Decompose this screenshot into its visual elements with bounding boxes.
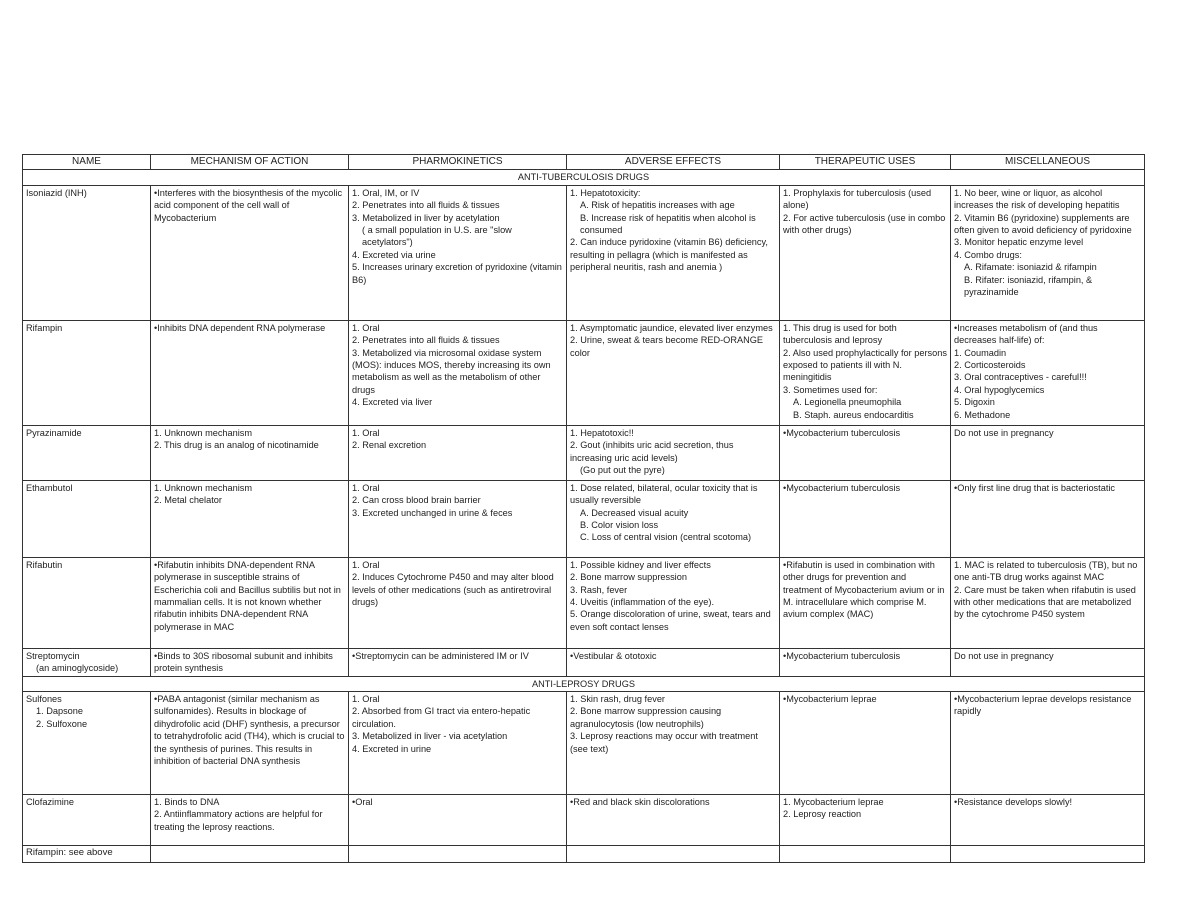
cell-line: 1. Possible kidney and liver effects — [570, 559, 711, 570]
cell-line: 2. Vitamin B6 (pyridoxine) supplements are often given to avoid deficiency of pyridoxine — [954, 212, 1132, 236]
cell-line: •Red and black skin discolorations — [570, 797, 710, 808]
section-title-tb: ANTI-TUBERCULOSIS DRUGS — [23, 170, 1145, 185]
cell-line: 3. Metabolized via microsomal oxidase system (MOS): induces MOS, thereby increasing its own metabolism as well as the metabolism of other drugs — [352, 347, 551, 395]
cell-mechanism — [151, 320, 349, 425]
cell-line: 1. Unknown mechanism — [154, 427, 253, 438]
footer-row — [23, 846, 1145, 863]
cell-adverse — [567, 320, 780, 425]
cell-line: 2. For active tuberculosis (use in combo with other drugs) — [783, 212, 946, 236]
cell-name — [23, 795, 151, 846]
cell-line: 2. Care must be taken when rifabutin is used with other medications that are metabolized by the cytochrome P450 system — [954, 584, 1136, 620]
cell-line: 1. Dose related, bilateral, ocular toxicity that is usually reversible — [570, 482, 758, 506]
cell-uses — [780, 425, 951, 480]
cell-uses — [780, 795, 951, 846]
cell-line: A. Rifamate: isoniazid & rifampin — [964, 262, 1097, 273]
drug-name-line: Rifampin — [26, 322, 63, 333]
drug-name-line: 2. Sulfoxone — [36, 718, 88, 729]
footer-empty-cell — [151, 846, 349, 863]
footer-empty-cell — [567, 846, 780, 863]
drug-name-line: Sulfones — [26, 694, 62, 705]
cell-line: 4. Oral hypoglycemics — [954, 384, 1045, 395]
cell-line: 2. Metal chelator — [154, 495, 222, 506]
cell-line: Do not use in pregnancy — [954, 427, 1054, 438]
cell-line: 1. Oral — [352, 427, 380, 438]
cell-line: •Inhibits DNA dependent RNA polymerase — [154, 322, 326, 333]
section-row-leprosy — [23, 676, 1145, 691]
drug-name-line: Streptomycin — [26, 650, 80, 661]
cell-line: 3. Metabolized in liver - via acetylation — [352, 731, 508, 742]
cell-line: •Mycobacterium tuberculosis — [783, 427, 901, 438]
cell-line: 2. Bone marrow suppression causing agranulocytosis (low neutrophils) — [570, 706, 722, 729]
cell-line: 2. Also used prophylactically for persons exposed to patients ill with N. meningitidis — [783, 347, 947, 383]
cell-line: 1. Skin rash, drug fever — [570, 694, 665, 705]
cell-line: 1. Coumadin — [954, 347, 1007, 358]
cell-name — [23, 692, 151, 795]
drug-row — [23, 648, 1145, 676]
cell-line: 2. Penetrates into all fluids & tissues — [352, 200, 500, 211]
cell-uses — [780, 557, 951, 648]
cell-line: 1. Hepatotoxicity: — [570, 187, 641, 198]
cell-line: 2. Bone marrow suppression — [570, 572, 687, 583]
cell-line: 1. Asymptomatic jaundice, elevated liver enzymes — [570, 322, 773, 333]
cell-line: (Go put out the pyre) — [580, 465, 665, 476]
cell-uses — [780, 648, 951, 676]
cell-line: 2. Can cross blood brain barrier — [352, 495, 481, 506]
drug-name-line: Pyrazinamide — [26, 427, 82, 438]
cell-line: B. Rifater: isoniazid, rifampin, & pyrazinamide — [964, 274, 1093, 298]
cell-line: 2. Renal excretion — [352, 440, 427, 451]
cell-line: •Vestibular & ototoxic — [570, 650, 657, 661]
drug-name-line: (an aminoglycoside) — [36, 663, 119, 674]
header-therapeutic-uses: THERAPEUTIC USES — [780, 155, 951, 170]
cell-line: C. Loss of central vision (central scotoma) — [580, 532, 752, 543]
cell-misc — [951, 557, 1145, 648]
cell-line: 3. Excreted unchanged in urine & feces — [352, 507, 513, 518]
cell-line: 1. Oral, IM, or IV — [352, 187, 420, 198]
cell-line: 2. Absorbed from GI tract via entero-hepatic circulation. — [352, 706, 531, 729]
cell-line: 1. Prophylaxis for tuberculosis (used alone) — [783, 187, 932, 211]
cell-adverse — [567, 692, 780, 795]
cell-mechanism — [151, 692, 349, 795]
cell-line: 5. Orange discoloration of urine, sweat, tears and even soft contact lenses — [570, 609, 771, 632]
cell-line: •Streptomycin can be administered IM or IV — [352, 650, 529, 661]
cell-line: •Only first line drug that is bacteriostatic — [954, 482, 1116, 493]
cell-line: 4. Excreted via liver — [352, 397, 433, 408]
cell-adverse — [567, 557, 780, 648]
cell-line: 3. Rash, fever — [570, 584, 628, 595]
section-title-leprosy: ANTI-LEPROSY DRUGS — [23, 676, 1145, 691]
cell-pk — [349, 185, 567, 320]
cell-pk — [349, 648, 567, 676]
cell-line: 1. Oral — [352, 482, 380, 493]
header-row — [23, 155, 1145, 170]
drug-name-line: Rifabutin — [26, 559, 63, 570]
cell-line: 1. Hepatotoxic!! — [570, 427, 634, 438]
cell-line: B. Color vision loss — [580, 520, 659, 531]
cell-uses — [780, 185, 951, 320]
cell-line: 1. Oral — [352, 559, 380, 570]
cell-pk — [349, 480, 567, 557]
drug-name-line: Clofazimine — [26, 797, 74, 808]
cell-line: ( a small population in U.S. are "slow acetylators") — [362, 225, 512, 248]
cell-misc — [951, 320, 1145, 425]
cell-line: 1. Binds to DNA — [154, 797, 220, 808]
cell-uses — [780, 480, 951, 557]
cell-line: 1. Oral — [352, 322, 380, 333]
cell-line: 1. MAC is related to tuberculosis (TB), but no one anti-TB drug works against MAC — [954, 559, 1138, 583]
cell-adverse — [567, 795, 780, 846]
cell-mechanism — [151, 425, 349, 480]
cell-misc — [951, 648, 1145, 676]
cell-name — [23, 185, 151, 320]
cell-adverse — [567, 185, 780, 320]
cell-line: 2. Leprosy reaction — [783, 809, 862, 820]
cell-line: •Mycobacterium tuberculosis — [783, 650, 901, 661]
cell-line: 4. Uveitis (inflammation of the eye). — [570, 597, 714, 608]
cell-line: 1. Unknown mechanism — [154, 482, 253, 493]
cell-line: •Resistance develops slowly! — [954, 797, 1073, 808]
cell-line: A. Risk of hepatitis increases with age — [580, 200, 735, 211]
cell-line: •PABA antagonist (similar mechanism as sulfonamides). Results in blockage of dihydrofolic acid (DHF) synthesis, a precursor to tetrahydrofolic acid (TH4), which is crucial to the synthesis of purines. This results in inhibition of bacterial DNA synthesis — [154, 694, 345, 767]
cell-line: 2. Antiinflammatory actions are helpful for treating the leprosy reactions. — [154, 809, 323, 832]
drug-table — [22, 154, 1145, 863]
cell-line: A. Legionella pneumophila — [793, 397, 902, 408]
cell-mechanism — [151, 480, 349, 557]
header-mechanism: MECHANISM OF ACTION — [151, 155, 349, 170]
drug-row — [23, 795, 1145, 846]
drug-row — [23, 480, 1145, 557]
drug-row — [23, 185, 1145, 320]
footer-note: Rifampin: see above — [23, 846, 151, 863]
cell-name — [23, 648, 151, 676]
cell-uses — [780, 692, 951, 795]
cell-pk — [349, 692, 567, 795]
cell-line: 1. Mycobacterium leprae — [783, 797, 884, 808]
cell-line: 5. Increases urinary excretion of pyridoxine (vitamin B6) — [352, 262, 562, 285]
cell-line: Do not use in pregnancy — [954, 650, 1054, 661]
cell-line: 5. Digoxin — [954, 397, 995, 408]
cell-line: 2. Corticosteroids — [954, 360, 1026, 371]
cell-line: 3. Oral contraceptives - careful!!! — [954, 372, 1087, 383]
cell-pk — [349, 425, 567, 480]
cell-line: •Rifabutin inhibits DNA-dependent RNA polymerase in susceptible strains of Escherichia coli and Bacillus subtilis but not in mammalian cells. It is not known whether rifabutin inhibits DNA-dependent RNA polymerase in MAC — [154, 559, 341, 632]
cell-line: •Rifabutin is used in combination with other drugs for prevention and treatment of Mycobacterium avium or in M. intracellulare which comprise M. avium complex (MAC) — [783, 559, 945, 620]
cell-line: 3. Sometimes used for: — [783, 384, 878, 395]
cell-adverse — [567, 480, 780, 557]
drug-row — [23, 692, 1145, 795]
cell-line: 3. Leprosy reactions may occur with treatment (see text) — [570, 731, 758, 754]
cell-uses — [780, 320, 951, 425]
cell-name — [23, 425, 151, 480]
cell-line: B. Staph. aureus endocarditis — [793, 409, 914, 420]
drug-row — [23, 557, 1145, 648]
cell-mechanism — [151, 185, 349, 320]
drug-name-line: Ethambutol — [26, 482, 73, 493]
cell-line: •Mycobacterium leprae — [783, 694, 877, 705]
cell-line: 4. Excreted in urine — [352, 743, 432, 754]
cell-misc — [951, 692, 1145, 795]
cell-line: 3. Monitor hepatic enzyme level — [954, 237, 1084, 248]
cell-mechanism — [151, 557, 349, 648]
cell-line: •Increases metabolism of (and thus decreases half-life) of: — [954, 322, 1098, 346]
cell-line: •Binds to 30S ribosomal subunit and inhibits protein synthesis — [154, 650, 333, 674]
cell-line: 1. This drug is used for both tuberculosis and leprosy — [783, 322, 897, 346]
header-adverse-effects: ADVERSE EFFECTS — [567, 155, 780, 170]
cell-misc — [951, 480, 1145, 557]
cell-line: 2. Penetrates into all fluids & tissues — [352, 335, 500, 346]
drug-name-line: 1. Dapsone — [36, 706, 83, 717]
cell-line: •Oral — [352, 797, 373, 808]
cell-name — [23, 557, 151, 648]
footer-empty-cell — [951, 846, 1145, 863]
header-name: NAME — [23, 155, 151, 170]
cell-line: •Mycobacterium leprae develops resistance rapidly — [954, 694, 1132, 717]
cell-misc — [951, 795, 1145, 846]
cell-line: •Mycobacterium tuberculosis — [783, 482, 901, 493]
drug-row — [23, 320, 1145, 425]
cell-line: B. Increase risk of hepatitis when alcohol is consumed — [580, 212, 756, 236]
cell-line: 2. Gout (inhibits uric acid secretion, thus increasing uric acid levels) — [570, 440, 734, 463]
cell-pk — [349, 557, 567, 648]
cell-line: 6. Methadone — [954, 409, 1011, 420]
drug-name-line: Isoniazid (INH) — [26, 187, 87, 198]
cell-mechanism — [151, 795, 349, 846]
cell-line: •Interferes with the biosynthesis of the mycolic acid component of the cell wall of Mycobacterium — [154, 187, 343, 223]
cell-line: 2. Can induce pyridoxine (vitamin B6) deficiency, resulting in pellagra (which is manifested as peripheral neuritis, rash and anemia ) — [570, 237, 768, 273]
drug-row — [23, 425, 1145, 480]
cell-line: 2. Induces Cytochrome P450 and may alter blood levels of other medications (such as antiretroviral drugs) — [352, 572, 554, 608]
cell-name — [23, 320, 151, 425]
section-row-tb — [23, 170, 1145, 185]
footer-empty-cell — [780, 846, 951, 863]
header-pharmokinetics: PHARMOKINETICS — [349, 155, 567, 170]
cell-adverse — [567, 648, 780, 676]
cell-pk — [349, 320, 567, 425]
cell-line: 2. Urine, sweat & tears become RED-ORANGE color — [570, 335, 764, 358]
cell-line: A. Decreased visual acuity — [580, 507, 689, 518]
cell-adverse — [567, 425, 780, 480]
cell-misc — [951, 425, 1145, 480]
cell-mechanism — [151, 648, 349, 676]
cell-line: 2. This drug is an analog of nicotinamide — [154, 440, 319, 451]
cell-line: 4. Excreted via urine — [352, 249, 436, 260]
cell-line: 4. Combo drugs: — [954, 249, 1022, 260]
cell-pk — [349, 795, 567, 846]
cell-line: 1. Oral — [352, 694, 380, 705]
cell-name — [23, 480, 151, 557]
footer-empty-cell — [349, 846, 567, 863]
cell-line: 1. No beer, wine or liquor, as alcohol increases the risk of developing hepatitis — [954, 187, 1120, 211]
cell-misc — [951, 185, 1145, 320]
cell-line: 3. Metabolized in liver by acetylation — [352, 212, 500, 223]
header-miscellaneous: MISCELLANEOUS — [951, 155, 1145, 170]
